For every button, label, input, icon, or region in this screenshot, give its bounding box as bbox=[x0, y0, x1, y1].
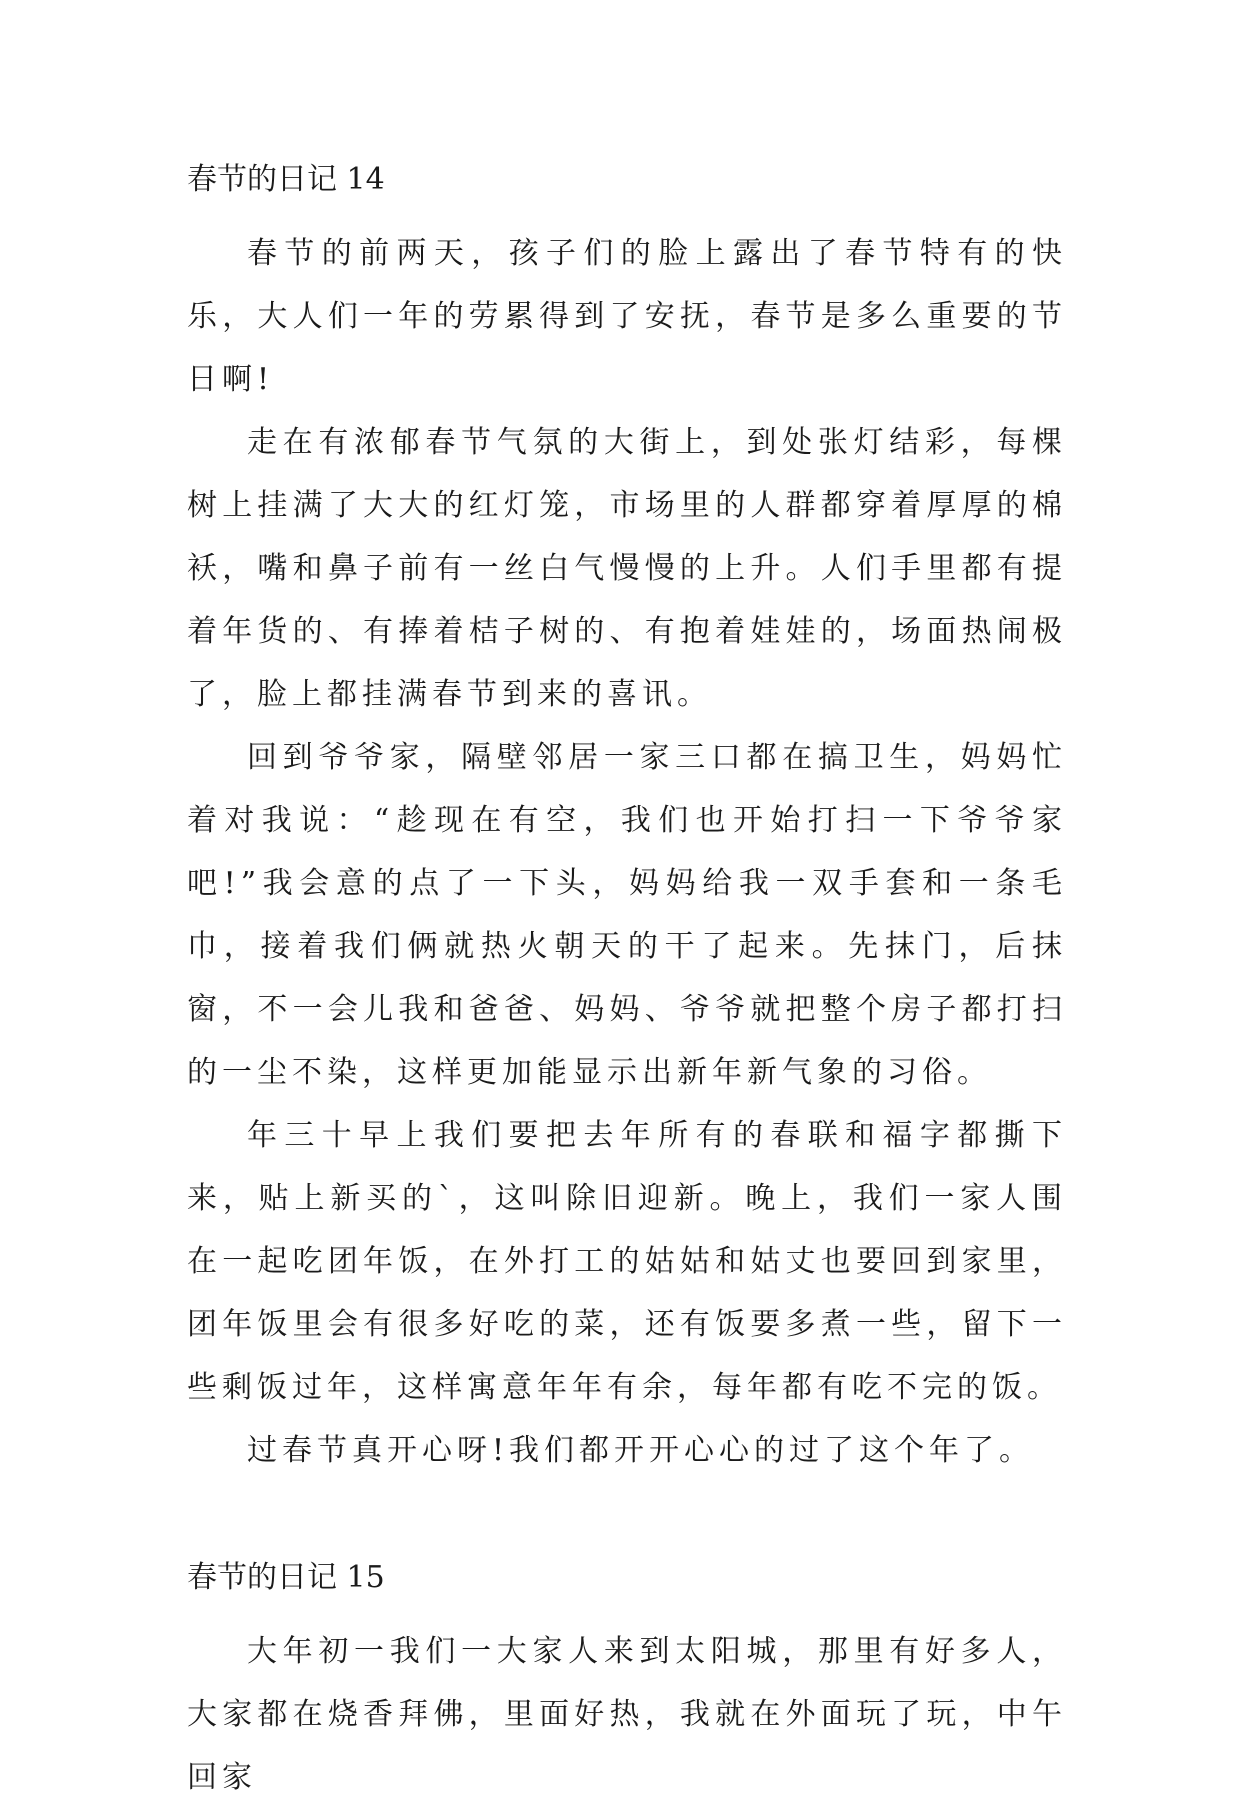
section-title: 春节的日记 14 bbox=[187, 162, 385, 197]
diary-entry-15 bbox=[187, 1558, 1067, 1809]
paragraph: 过春节真开心呀!我们都开开心心的过了这个年了。 bbox=[247, 1433, 1035, 1468]
paragraph: 大年初一我们一大家人来到太阳城，那里有好多人，大家都在烧香拜佛，里面好热，我就在外面玩了玩，中午回家 bbox=[187, 1634, 1067, 1795]
paragraph: 回到爷爷家，隔壁邻居一家三口都在搞卫生，妈妈忙着对我说：“趁现在有空，我们也开始打扫一下爷爷家吧!”我会意的点了一下头，妈妈给我一双手套和一条毛巾，接着我们俩就热火朝天的干了起来。先抹门，后抹窗，不一会儿我和爸爸、妈妈、爷爷就把整个房子都打扫的一尘不染，这样更加能显示出新年新气象的习俗。 bbox=[187, 740, 1067, 1090]
section-title: 春节的日记 15 bbox=[187, 1560, 385, 1595]
paragraph: 走在有浓郁春节气氛的大街上，到处张灯结彩，每棵树上挂满了大大的红灯笼，市场里的人群都穿着厚厚的棉袄，嘴和鼻子前有一丝白气慢慢的上升。人们手里都有提着年货的、有捧着桔子树的、有抱着娃娃的，场面热闹极了，脸上都挂满春节到来的喜讯。 bbox=[187, 425, 1067, 712]
document-body bbox=[187, 160, 1067, 1809]
paragraph: 年三十早上我们要把去年所有的春联和福字都撕下来，贴上新买的`，这叫除旧迎新。晚上，我们一家人围在一起吃团年饭，在外打工的姑姑和姑丈也要回到家里，团年饭里会有很多好吃的菜，还有饭要多煮一些，留下一些剩饭过年，这样寓意年年有余，每年都有吃不完的饭。 bbox=[187, 1118, 1067, 1405]
paragraph: 春节的前两天，孩子们的脸上露出了春节特有的快乐，大人们一年的劳累得到了安抚，春节是多么重要的节日啊! bbox=[187, 236, 1067, 397]
diary-entry-14 bbox=[187, 160, 1067, 1482]
